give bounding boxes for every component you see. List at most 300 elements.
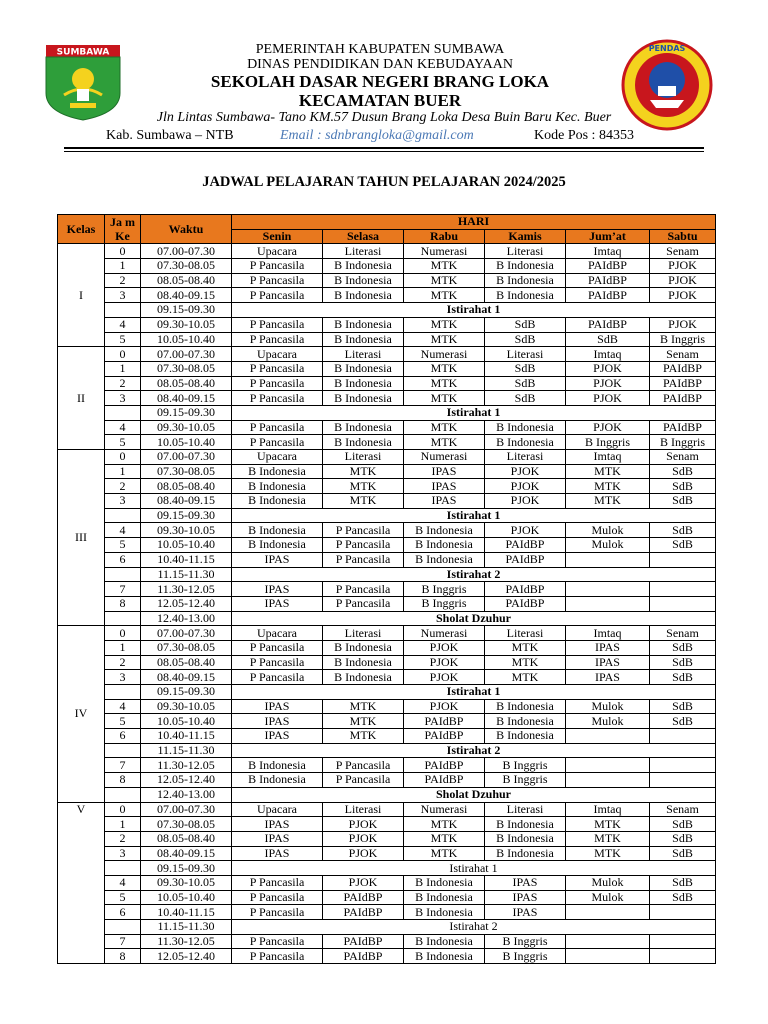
time-range: 09.15-09.30 [141,303,232,318]
period-number: 0 [105,347,141,362]
table-row [58,244,716,259]
table-row [58,611,716,626]
period-number: 4 [105,523,141,538]
subject-cell: MTK [404,273,485,288]
time-range: 07.00-07.30 [141,244,232,259]
subject-cell: SdB [650,831,716,846]
subject-cell [650,758,716,773]
period-number: 1 [105,817,141,832]
subject-cell: Senam [650,244,716,259]
subject-cell: MTK [566,464,650,479]
subject-cell: MTK [404,831,485,846]
table-row [58,273,716,288]
time-range: 09.15-09.30 [141,405,232,420]
subject-cell: Numerasi [404,802,485,817]
subject-cell: Mulok [566,699,650,714]
period-number: 6 [105,552,141,567]
time-range: 08.40-09.15 [141,670,232,685]
time-range: 09.30-10.05 [141,317,232,332]
subject-cell: IPAS [232,817,323,832]
subject-cell: PAIdBP [323,905,404,920]
table-row [58,420,716,435]
subject-cell: Literasi [485,626,566,641]
table-row [58,361,716,376]
subject-cell: P Pancasila [323,758,404,773]
subject-cell: SdB [650,464,716,479]
period-number: 5 [105,332,141,347]
subject-cell: B Indonesia [485,729,566,744]
time-range: 09.15-09.30 [141,508,232,523]
subject-cell: P Pancasila [232,890,323,905]
subject-cell: PJOK [566,376,650,391]
subject-cell: B Indonesia [323,670,404,685]
subject-cell: P Pancasila [232,273,323,288]
subject-cell: Mulok [566,714,650,729]
header-kelas: Kelas [58,215,105,244]
subject-cell: B Indonesia [323,640,404,655]
subject-cell: B Indonesia [404,875,485,890]
subject-cell: B Inggris [404,582,485,597]
subject-cell: B Indonesia [404,934,485,949]
break-cell: Sholat Dzuhur [232,787,716,802]
subject-cell: PAIdBP [323,890,404,905]
subject-cell: P Pancasila [323,552,404,567]
time-range: 08.05-08.40 [141,655,232,670]
time-range: 09.30-10.05 [141,875,232,890]
time-range: 07.00-07.30 [141,450,232,465]
subject-cell: MTK [323,479,404,494]
time-range: 10.40-11.15 [141,552,232,567]
subject-cell: B Indonesia [323,435,404,450]
subject-cell: PAIdBP [404,729,485,744]
period-number [105,920,141,935]
table-row [58,288,716,303]
subject-cell: P Pancasila [232,435,323,450]
subject-cell: P Pancasila [232,376,323,391]
subject-cell: IPAS [566,670,650,685]
subject-cell: B Inggris [485,934,566,949]
table-row [58,479,716,494]
table-row [58,685,716,700]
subject-cell: P Pancasila [232,875,323,890]
subject-cell: Literasi [485,347,566,362]
subject-cell: PAIdBP [566,288,650,303]
subject-cell: B Indonesia [404,949,485,964]
address-line-2 [0,128,768,144]
school-name: SEKOLAH DASAR NEGERI BRANG LOKA [210,72,550,91]
period-number: 2 [105,479,141,494]
district-name: KECAMATAN BUER [298,91,462,110]
subject-cell: B Indonesia [232,758,323,773]
subject-cell: SdB [650,640,716,655]
subject-cell: IPAS [232,831,323,846]
period-number [105,743,141,758]
subject-cell: B Indonesia [232,479,323,494]
subject-cell: B Indonesia [485,831,566,846]
class-cell: I [58,244,105,347]
header-day: Senin [232,229,323,244]
time-range: 08.05-08.40 [141,479,232,494]
subject-cell: B Indonesia [323,317,404,332]
subject-cell: SdB [650,714,716,729]
subject-cell: B Indonesia [232,464,323,479]
subject-cell: PAIdBP [566,273,650,288]
period-number: 1 [105,464,141,479]
subject-cell: Numerasi [404,626,485,641]
class-cell: IV [58,626,105,802]
table-row [58,259,716,274]
period-number [105,685,141,700]
table-row [58,596,716,611]
break-cell: Istirahat 2 [232,743,716,758]
subject-cell: IPAS [232,846,323,861]
subject-cell: MTK [404,332,485,347]
period-number: 3 [105,846,141,861]
period-number: 1 [105,259,141,274]
time-range: 12.40-13.00 [141,787,232,802]
period-number: 0 [105,450,141,465]
time-range: 08.40-09.15 [141,846,232,861]
period-number: 0 [105,802,141,817]
subject-cell: Upacara [232,802,323,817]
subject-cell: P Pancasila [232,670,323,685]
time-range: 10.05-10.40 [141,714,232,729]
time-range: 11.15-11.30 [141,567,232,582]
header-day: Selasa [323,229,404,244]
period-number: 6 [105,729,141,744]
subject-cell: SdB [485,391,566,406]
subject-cell: Upacara [232,626,323,641]
subject-cell: Literasi [323,626,404,641]
subject-cell: B Indonesia [323,420,404,435]
subject-cell: PAIdBP [566,259,650,274]
subject-cell: B Indonesia [323,259,404,274]
period-number [105,567,141,582]
header-day: Rabu [404,229,485,244]
dept-line: DINAS PENDIDIKAN DAN KEBUDAYAAN [247,57,513,72]
subject-cell: MTK [566,494,650,509]
subject-cell: IPAS [232,596,323,611]
subject-cell: SdB [650,523,716,538]
subject-cell: SdB [650,670,716,685]
time-range: 07.00-07.30 [141,347,232,362]
subject-cell: P Pancasila [323,538,404,553]
time-range: 08.05-08.40 [141,376,232,391]
subject-cell: SdB [485,376,566,391]
header-hari: HARI [232,215,716,230]
subject-cell: SdB [650,699,716,714]
time-range: 12.05-12.40 [141,596,232,611]
subject-cell: B Inggris [485,949,566,964]
subject-cell: MTK [485,670,566,685]
subject-cell: SdB [650,479,716,494]
subject-cell: P Pancasila [323,596,404,611]
subject-cell: PJOK [404,640,485,655]
time-range: 09.15-09.30 [141,861,232,876]
time-range: 08.40-09.15 [141,391,232,406]
time-range: 10.05-10.40 [141,538,232,553]
subject-cell: IPAS [485,890,566,905]
subject-cell: PJOK [485,523,566,538]
subject-cell: B Indonesia [485,288,566,303]
period-number: 7 [105,758,141,773]
subject-cell: P Pancasila [323,523,404,538]
period-number: 3 [105,670,141,685]
subject-cell: SdB [650,846,716,861]
subject-cell: SdB [650,890,716,905]
subject-cell: IPAS [404,479,485,494]
period-number: 2 [105,376,141,391]
schedule-table [57,214,716,964]
subject-cell [566,729,650,744]
subject-cell: MTK [323,714,404,729]
table-row [58,802,716,817]
period-number: 0 [105,626,141,641]
period-number: 4 [105,420,141,435]
subject-cell: B Indonesia [485,273,566,288]
subject-cell: Mulok [566,538,650,553]
table-row [58,464,716,479]
table-row [58,890,716,905]
subject-cell: Mulok [566,890,650,905]
subject-cell: PJOK [650,273,716,288]
table-row [58,817,716,832]
subject-cell: IPAS [232,582,323,597]
header-rule-thin [64,151,704,152]
table-row [58,831,716,846]
time-range: 12.05-12.40 [141,949,232,964]
subject-cell: MTK [485,655,566,670]
table-row [58,391,716,406]
subject-cell: P Pancasila [232,317,323,332]
subject-cell [566,949,650,964]
subject-cell: MTK [566,831,650,846]
subject-cell: Senam [650,802,716,817]
subject-cell: PAIdBP [404,758,485,773]
subject-cell: PJOK [485,464,566,479]
period-number: 5 [105,435,141,450]
table-row [58,450,716,465]
table-row [58,552,716,567]
subject-cell: PAIdBP [485,538,566,553]
time-range: 07.30-08.05 [141,259,232,274]
break-cell: Istirahat 2 [232,567,716,582]
time-range: 11.30-12.05 [141,582,232,597]
header-day: Jum’at [566,229,650,244]
subject-cell: PJOK [485,494,566,509]
subject-cell: B Indonesia [485,817,566,832]
subject-cell: PAIdBP [404,714,485,729]
table-row [58,626,716,641]
subject-cell: IPAS [232,729,323,744]
period-number: 1 [105,361,141,376]
subject-cell: IPAS [485,875,566,890]
subject-cell: PAIdBP [323,934,404,949]
break-cell: Istirahat 2 [232,920,716,935]
table-row [58,303,716,318]
table-row [58,538,716,553]
table-row [58,934,716,949]
subject-cell: PAIdBP [650,391,716,406]
subject-cell: B Indonesia [485,699,566,714]
subject-cell: P Pancasila [232,934,323,949]
time-range: 12.05-12.40 [141,773,232,788]
subject-cell [650,905,716,920]
table-row [58,714,716,729]
subject-cell: IPAS [485,905,566,920]
subject-cell: P Pancasila [232,332,323,347]
school-address: Jln Lintas Sumbawa- Tano KM.57 Dusun Brang Loka Desa Buin Baru Kec. Buer [156,110,612,125]
time-range: 07.30-08.05 [141,817,232,832]
table-row [58,758,716,773]
subject-cell: Senam [650,347,716,362]
svg-text:PENDAS: PENDAS [648,44,686,53]
subject-cell: B Indonesia [232,523,323,538]
subject-cell: SdB [566,332,650,347]
subject-cell: B Indonesia [232,494,323,509]
subject-cell: PAIdBP [323,949,404,964]
period-number: 5 [105,714,141,729]
subject-cell: B Indonesia [485,846,566,861]
table-row [58,376,716,391]
subject-cell: B Inggris [485,773,566,788]
subject-cell: Upacara [232,244,323,259]
subject-cell: Mulok [566,875,650,890]
subject-cell: B Indonesia [232,538,323,553]
period-number [105,303,141,318]
subject-cell: Literasi [485,802,566,817]
break-cell: Istirahat 1 [232,405,716,420]
subject-cell: MTK [404,317,485,332]
subject-cell: MTK [323,729,404,744]
table-row [58,332,716,347]
subject-cell [566,905,650,920]
subject-cell: P Pancasila [232,420,323,435]
gov-line: PEMERINTAH KABUPATEN SUMBAWA [255,42,505,57]
document-title: JADWAL PELAJARAN TAHUN PELAJARAN 2024/2025 [202,174,566,190]
period-number: 5 [105,538,141,553]
table-row [58,699,716,714]
subject-cell: PAIdBP [404,773,485,788]
subject-cell [650,934,716,949]
subject-cell: MTK [323,699,404,714]
subject-cell: Imtaq [566,626,650,641]
time-range: 11.30-12.05 [141,758,232,773]
break-cell: Istirahat 1 [232,508,716,523]
period-number: 2 [105,831,141,846]
table-row [58,729,716,744]
table-row [58,582,716,597]
subject-cell: B Indonesia [404,905,485,920]
subject-cell: Imtaq [566,450,650,465]
subject-cell: IPAS [404,494,485,509]
time-range: 07.30-08.05 [141,640,232,655]
table-row [58,640,716,655]
time-range: 12.40-13.00 [141,611,232,626]
table-row [58,846,716,861]
subject-cell: MTK [485,640,566,655]
subject-cell: B Indonesia [404,538,485,553]
subject-cell [566,582,650,597]
subject-cell: Numerasi [404,244,485,259]
period-number: 7 [105,934,141,949]
period-number: 2 [105,273,141,288]
subject-cell: PAIdBP [650,376,716,391]
table-row [58,494,716,509]
subject-cell: B Inggris [650,435,716,450]
subject-cell: Literasi [485,244,566,259]
period-number: 2 [105,655,141,670]
subject-cell: P Pancasila [232,655,323,670]
table-row [58,435,716,450]
period-number: 7 [105,582,141,597]
subject-cell: PJOK [566,361,650,376]
subject-cell: Imtaq [566,347,650,362]
subject-cell: B Indonesia [485,259,566,274]
subject-cell [566,773,650,788]
subject-cell [650,729,716,744]
time-range: 08.40-09.15 [141,494,232,509]
header-jam-ke: Ja m Ke [105,215,141,244]
subject-cell: PAIdBP [485,582,566,597]
subject-cell: IPAS [566,640,650,655]
time-range: 10.40-11.15 [141,905,232,920]
subject-cell: B Inggris [650,332,716,347]
subject-cell: Literasi [485,450,566,465]
table-row [58,405,716,420]
time-range: 07.00-07.30 [141,802,232,817]
subject-cell: MTK [566,846,650,861]
subject-cell: B Indonesia [323,288,404,303]
time-range: 09.30-10.05 [141,699,232,714]
subject-cell: P Pancasila [232,259,323,274]
subject-cell [650,582,716,597]
subject-cell: PAIdBP [566,317,650,332]
period-number: 5 [105,890,141,905]
subject-cell: PAIdBP [485,552,566,567]
subject-cell: B Indonesia [404,552,485,567]
subject-cell: SdB [650,655,716,670]
subject-cell [650,949,716,964]
subject-cell: SdB [485,361,566,376]
subject-cell: PAIdBP [485,596,566,611]
subject-cell [566,758,650,773]
subject-cell: IPAS [232,714,323,729]
subject-cell: MTK [566,479,650,494]
period-number: 6 [105,905,141,920]
table-row [58,949,716,964]
subject-cell: IPAS [404,464,485,479]
subject-cell: SdB [485,332,566,347]
period-number [105,787,141,802]
subject-cell: PJOK [323,846,404,861]
subject-cell: SdB [650,875,716,890]
subject-cell: PJOK [323,817,404,832]
subject-cell: MTK [404,435,485,450]
subject-cell: Imtaq [566,244,650,259]
subject-cell: PJOK [404,699,485,714]
break-cell: Sholat Dzuhur [232,611,716,626]
subject-cell: B Indonesia [323,376,404,391]
subject-cell: B Inggris [404,596,485,611]
time-range: 07.00-07.30 [141,626,232,641]
time-range: 08.05-08.40 [141,273,232,288]
table-row [58,743,716,758]
break-cell: Istirahat 1 [232,303,716,318]
email-link[interactable]: Email : sdnbrangloka@gmail.com [280,128,474,143]
period-number: 8 [105,773,141,788]
svg-text:SUMBAWA: SUMBAWA [56,47,110,58]
